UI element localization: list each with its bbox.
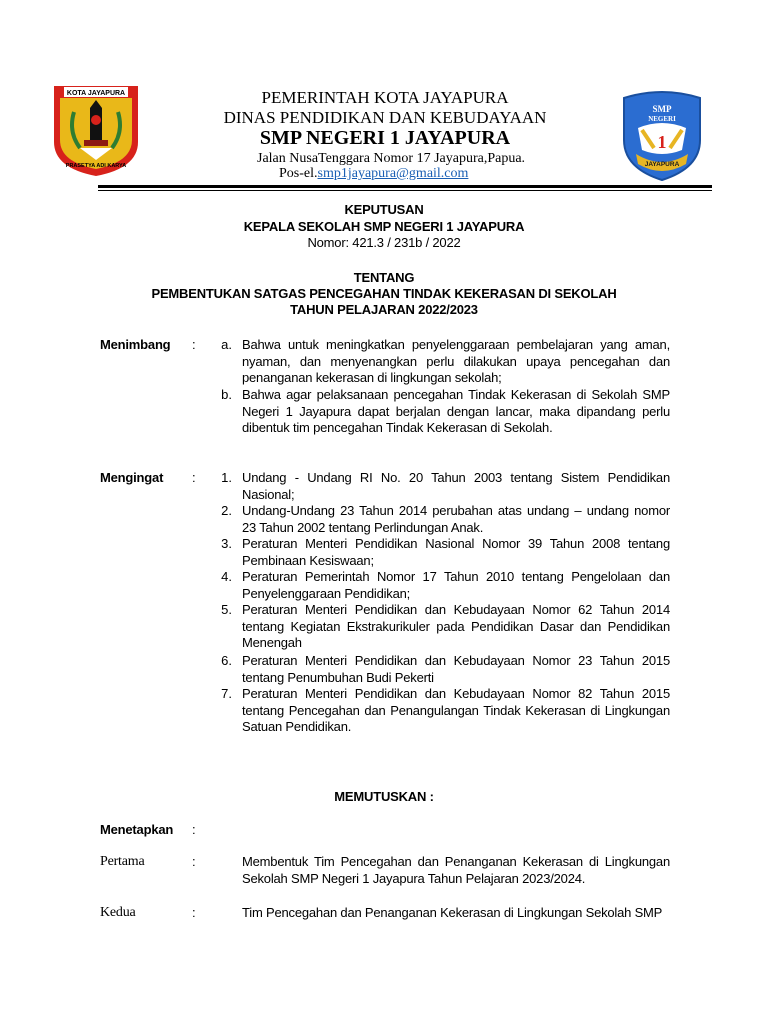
mengingat-marker-4: 4.	[221, 569, 232, 584]
logo-bottom-text: PRASETYA ADI KARYA	[65, 163, 127, 169]
menetapkan-label: Menetapkan	[100, 822, 174, 837]
doc-year: TAHUN PELAJARAN 2022/2023	[290, 302, 478, 317]
mengingat-item-5: Peraturan Menteri Pendidikan dan Kebudayaan Nomor 62 Tahun 2014 tentang Kegiatan Ekstrakurikuler pada Pendidikan Dasar dan Pendidikan Menengah	[242, 602, 670, 650]
mengingat-item-3: Peraturan Menteri Pendidikan Nasional Nomor 39 Tahun 2008 tentang Pembinaan Kesiswaan;	[242, 536, 670, 568]
smp-negeri-1-logo	[616, 88, 708, 184]
letterhead-rule-thick	[98, 185, 712, 188]
mengingat-item-4: Peraturan Pemerintah Nomor 17 Tahun 2010 tentang Pengelolaan dan Penyelenggaraan Pendidikan;	[242, 569, 670, 601]
logo-negeri-text: NEGERI	[648, 115, 676, 123]
kedua-colon: :	[192, 905, 196, 920]
gov-name: PEMERINTAH KOTA JAYAPURA	[261, 88, 509, 107]
mengingat-item-6: Peraturan Menteri Pendidikan dan Kebudayaan Nomor 23 Tahun 2015 tentang Penumbuhan Budi Pekerti	[242, 653, 670, 685]
kedua-label: Kedua	[100, 905, 136, 920]
doc-number: Nomor: 421.3 / 231b / 2022	[307, 235, 461, 250]
school-address: Jalan NusaTenggara Nomor 17 Jayapura,Papua.	[257, 151, 526, 166]
memutuskan-heading: MEMUTUSKAN :	[334, 789, 434, 804]
pertama-colon: :	[192, 854, 196, 869]
school-email-line	[279, 166, 468, 182]
menimbang-marker-a: a.	[221, 337, 232, 352]
pertama-text: Membentuk Tim Pencegahan dan Penanganan Kekerasan di Lingkungan Sekolah SMP Negeri 1 Jayapura Tahun Pelajaran 2023/2024.	[242, 854, 670, 886]
menimbang-colon: :	[192, 337, 196, 352]
mengingat-marker-7: 7.	[221, 686, 232, 701]
letterhead-rule-thin	[98, 190, 712, 191]
mengingat-item-7: Peraturan Menteri Pendidikan dan Kebudayaan Nomor 82 Tahun 2015 tentang Pencegahan dan Penangulangan Tindak Kekerasan di Lingkungan Satuan Pendidikan.	[242, 686, 670, 734]
logo-top-text: KOTA JAYAPURA	[66, 90, 126, 97]
mengingat-marker-5: 5.	[221, 602, 232, 617]
dept-name: DINAS PENDIDIKAN DAN KEBUDAYAAN	[223, 108, 547, 127]
pertama-label: Pertama	[100, 854, 145, 869]
tentang-heading: TENTANG	[353, 270, 415, 285]
menimbang-label: Menimbang	[100, 337, 171, 352]
mengingat-marker-1: 1.	[221, 470, 232, 485]
email-link[interactable]: smp1jayapura@gmail.com	[317, 166, 469, 181]
logo-jayapura-text: JAYAPURA	[644, 161, 680, 168]
mengingat-marker-2: 2.	[221, 503, 232, 518]
doc-issuer: KEPALA SEKOLAH SMP NEGERI 1 JAYAPURA	[243, 219, 525, 234]
kota-jayapura-logo	[50, 82, 142, 178]
mengingat-colon: :	[192, 470, 196, 485]
logo-smp-text: SMP	[652, 104, 672, 114]
logo-number-text: 1	[657, 132, 667, 152]
mengingat-marker-6: 6.	[221, 653, 232, 668]
menimbang-item-b: Bahwa agar pelaksanaan pencegahan Tindak Kekerasan di Sekolah SMP Negeri 1 Jayapura dapat berjalan dengan lancar, maka dipandang perlu dibentuk tim pencegahan Tindak Kekerasan di Sekolah.	[242, 387, 670, 435]
school-name: SMP NEGERI 1 JAYAPURA	[259, 127, 511, 149]
menetapkan-colon: :	[192, 822, 196, 837]
doc-type: KEPUTUSAN	[344, 202, 424, 217]
email-prefix: Pos-el.	[279, 166, 318, 181]
mengingat-label: Mengingat	[100, 470, 164, 485]
menimbang-item-a: Bahwa untuk meningkatkan penyelenggaraan pembelajaran yang aman, nyaman, dan menyenangkan perlu dilakukan upaya pencegahan dan penanganan kekerasan di lingkungan sekolah;	[242, 337, 670, 385]
mengingat-item-2: Undang-Undang 23 Tahun 2014 perubahan atas undang – undang nomor 23 Tahun 2002 tentang Perlindungan Anak.	[242, 503, 670, 535]
mengingat-item-1: Undang - Undang RI No. 20 Tahun 2003 tentang Sistem Pendidikan Nasional;	[242, 470, 670, 502]
kedua-text: Tim Pencegahan dan Penanganan Kekerasan di Lingkungan Sekolah SMP	[242, 905, 663, 920]
doc-subject: PEMBENTUKAN SATGAS PENCEGAHAN TINDAK KEKERASAN DI SEKOLAH	[151, 286, 617, 301]
menimbang-marker-b: b.	[221, 387, 232, 402]
mengingat-marker-3: 3.	[221, 536, 232, 551]
